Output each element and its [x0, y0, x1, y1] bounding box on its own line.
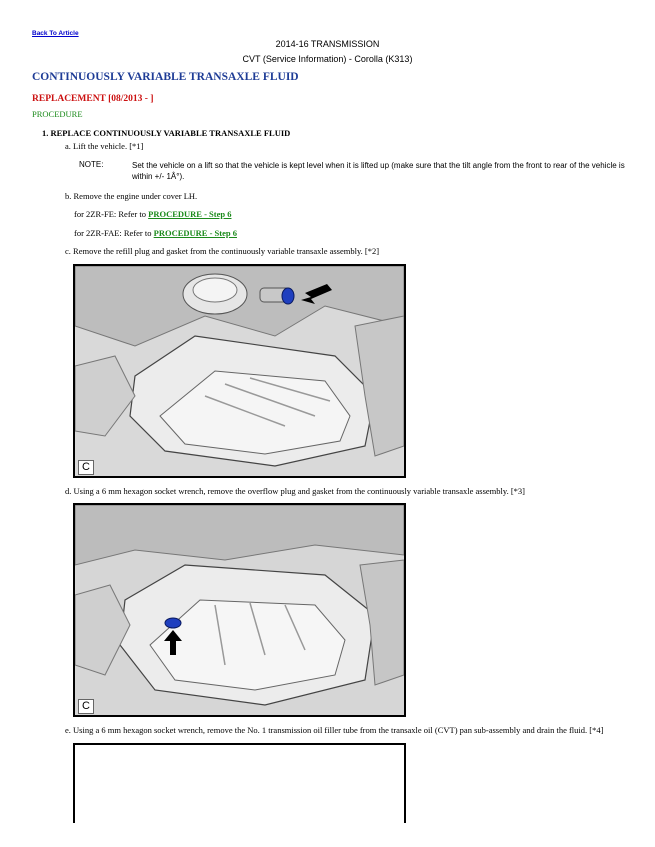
reference-prefix: for 2ZR-FE: Refer to [74, 209, 149, 219]
note-text: Set the vehicle on a lift so that the vehicle is kept level when it is lifted up (make sure that the tilt angle from the front to rear of the vehicle is within +/- 1Â°). [132, 161, 625, 181]
refill-plug-illustration [73, 264, 406, 478]
reference-line-2zr-fae [74, 228, 237, 238]
step-a: a. Lift the vehicle. [*1] [65, 141, 144, 151]
reference-line-2zr-fe [74, 209, 231, 219]
procedure-step-link[interactable]: PROCEDURE - Step 6 [148, 209, 232, 219]
page-title: CONTINUOUSLY VARIABLE TRANSAXLE FLUID [32, 71, 299, 83]
overflow-plug-illustration [73, 503, 406, 717]
procedure-step-link[interactable]: PROCEDURE - Step 6 [153, 228, 237, 238]
engine-pan-drawing [75, 266, 404, 476]
filler-tube-illustration-frame [73, 743, 406, 823]
procedure-label: PROCEDURE [32, 109, 83, 119]
note-label: NOTE: [79, 160, 104, 169]
reference-prefix: for 2ZR-FAE: Refer to [74, 228, 154, 238]
back-to-article-link[interactable]: Back To Article [32, 30, 79, 37]
figure-label: C [78, 460, 94, 475]
document-header [0, 37, 655, 67]
step-c: c. Remove the refill plug and gasket from the continuously variable transaxle assembly. [*2] [65, 246, 380, 256]
section-heading: REPLACEMENT [08/2013 - ] [32, 94, 154, 104]
step-e: e. Using a 6 mm hexagon socket wrench, remove the No. 1 transmission oil filler tube from the transaxle oil (CVT) pan sub-assembly and drain the fluid. [*4] [65, 725, 604, 735]
header-line-2: CVT (Service Information) - Corolla (K313) [242, 54, 413, 64]
figure-label: C [78, 699, 94, 714]
step-d: d. Using a 6 mm hexagon socket wrench, remove the overflow plug and gasket from the continuously variable transaxle assembly. [*3] [65, 486, 525, 496]
header-line-1: 2014-16 TRANSMISSION [275, 39, 380, 49]
overflow-plug-marker [165, 618, 181, 628]
step-1-heading: 1. REPLACE CONTINUOUSLY VARIABLE TRANSAXLE FLUID [42, 128, 291, 138]
refill-plug-marker [282, 288, 294, 304]
step-b: b. Remove the engine under cover LH. [65, 191, 198, 201]
engine-pan-drawing [75, 505, 404, 715]
